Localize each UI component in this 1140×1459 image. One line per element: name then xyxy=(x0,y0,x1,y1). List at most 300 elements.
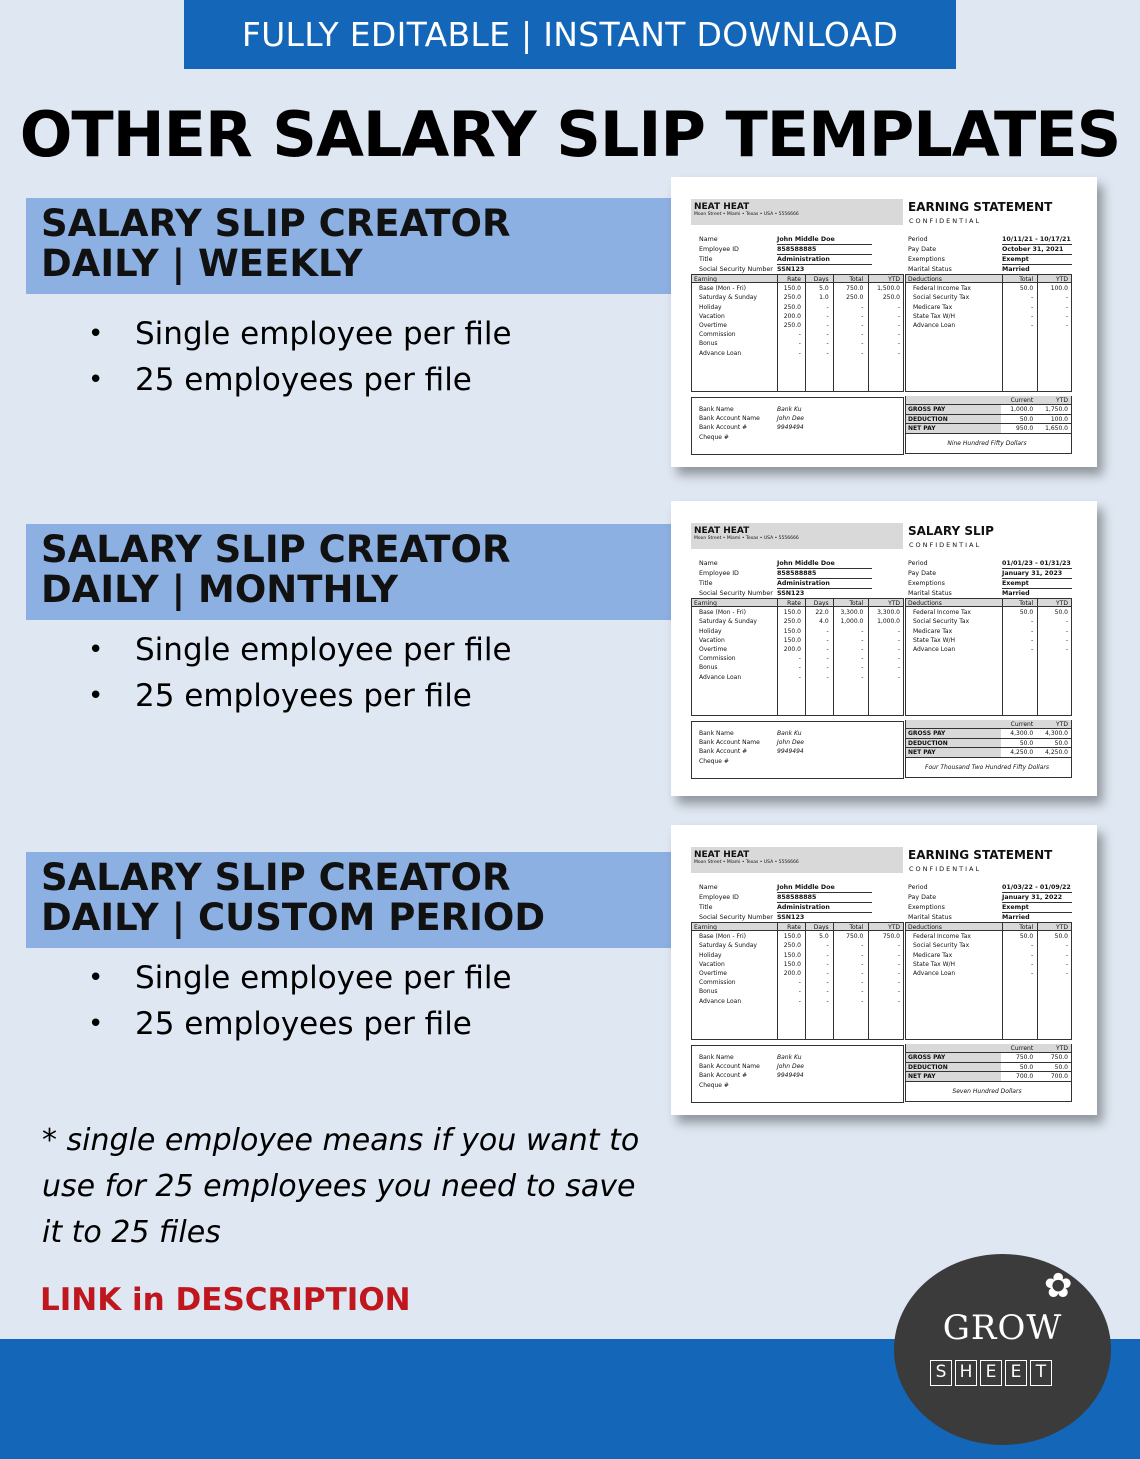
earning-row xyxy=(692,293,903,302)
company-name: NEAT HEAT xyxy=(694,202,750,212)
earning-row xyxy=(692,951,903,960)
deduction-row xyxy=(906,617,1071,626)
statement-title: EARNING STATEMENT xyxy=(908,200,1053,214)
deduction-value: - xyxy=(1031,636,1034,644)
earning-value: 150.0 xyxy=(783,636,801,644)
totals-spacer xyxy=(906,1044,1001,1052)
col-head: Deductions xyxy=(908,924,942,931)
col-head: Deductions xyxy=(908,276,942,283)
earning-label: Saturday & Sunday xyxy=(699,294,757,302)
totals-key: GROSS PAY xyxy=(906,729,1001,737)
info-row xyxy=(908,579,1072,589)
earning-value: 200.0 xyxy=(783,969,801,977)
info-value: Married xyxy=(1002,589,1072,599)
earning-value: - xyxy=(861,960,864,968)
info-row xyxy=(908,245,1072,255)
col-head: Total xyxy=(1019,276,1034,283)
deduction-value: - xyxy=(1065,969,1068,977)
earning-value: - xyxy=(861,340,864,348)
earning-value: - xyxy=(826,942,829,950)
info-value: October 31, 2021 xyxy=(1002,245,1072,255)
totals-head: YTD xyxy=(1056,721,1068,728)
info-key: Employee ID xyxy=(699,894,739,901)
earning-label: Vacation xyxy=(699,636,725,644)
earning-row xyxy=(692,978,903,987)
section-title-line1: SALARY SLIP CREATOR xyxy=(41,856,511,899)
deduction-value: 100.0 xyxy=(1050,285,1068,293)
earning-value: - xyxy=(826,627,829,635)
bank-info xyxy=(691,397,904,455)
link-in-description[interactable]: LINK in DESCRIPTION xyxy=(40,1282,411,1318)
bank-value: 9949494 xyxy=(777,748,804,756)
deduction-label: Advance Loan xyxy=(913,645,956,653)
bank-row xyxy=(699,423,903,432)
earning-label: Base (Mon - Fri) xyxy=(699,933,746,941)
salary-slip-preview-weekly xyxy=(671,177,1097,467)
earnings-table xyxy=(691,598,904,716)
info-key: Social Security Number xyxy=(699,266,773,273)
totals-value: 4,300.0 xyxy=(1010,730,1034,738)
totals-key: NET PAY xyxy=(906,748,1001,756)
totals-key: NET PAY xyxy=(906,424,1001,432)
earning-value: 250.0 xyxy=(846,294,864,302)
pay-totals xyxy=(905,1044,1072,1102)
bullet-icon: • xyxy=(88,681,104,711)
totals-value: 750.0 xyxy=(1016,1054,1034,1062)
earning-value: - xyxy=(897,988,900,996)
deduction-label: Advance Loan xyxy=(913,321,956,329)
earning-value: 1,000.0 xyxy=(840,618,864,626)
col-head: Days xyxy=(813,276,829,283)
earning-label: Saturday & Sunday xyxy=(699,942,757,950)
bank-key: Bank Account Name xyxy=(699,1063,760,1071)
totals-head: Current xyxy=(1010,397,1034,404)
deductions-table xyxy=(905,922,1072,1040)
earning-value: - xyxy=(826,636,829,644)
amount-in-words xyxy=(905,758,1072,778)
info-row xyxy=(908,235,1072,245)
logo-letter: H xyxy=(955,1360,977,1386)
amount-words-text: Nine Hundred Fifty Dollars xyxy=(947,439,1027,447)
earning-label: Advance Loan xyxy=(699,997,742,1005)
bullet-icon: • xyxy=(88,1009,104,1039)
section-title-line2: DAILY | WEEKLY xyxy=(41,242,363,285)
employee-info xyxy=(699,235,872,275)
bank-row xyxy=(699,757,903,766)
earning-value: - xyxy=(861,673,864,681)
deduction-value: - xyxy=(1031,942,1034,950)
earning-row xyxy=(692,987,903,996)
earning-row xyxy=(692,645,903,654)
earning-value: - xyxy=(826,997,829,1005)
totals-value: 700.0 xyxy=(1050,1073,1068,1081)
deduction-value: - xyxy=(1065,312,1068,320)
info-value: Administration xyxy=(777,903,872,913)
earning-value: 250.0 xyxy=(783,321,801,329)
bullet-item: • 25 employees per file xyxy=(88,678,472,714)
col-head: Earning xyxy=(694,600,717,607)
bullet-item: • 25 employees per file xyxy=(88,362,472,398)
company-address: Moon Street • Miami • Texas • USA • 5556666 xyxy=(694,536,799,541)
deduction-value: - xyxy=(1031,960,1034,968)
earning-value: - xyxy=(798,979,801,987)
deduction-label: Advance Loan xyxy=(913,969,956,977)
earning-value: - xyxy=(826,960,829,968)
bank-info xyxy=(691,721,904,779)
info-key: Period xyxy=(908,236,928,243)
logo-letter: E xyxy=(980,1360,1002,1386)
deduction-rows xyxy=(906,923,1071,978)
company-address: Moon Street • Miami • Texas • USA • 5556666 xyxy=(694,212,799,217)
col-head: Days xyxy=(813,600,829,607)
info-key: Pay Date xyxy=(908,246,937,253)
earning-value: - xyxy=(861,303,864,311)
deduction-row xyxy=(906,645,1071,654)
bank-key: Bank Account Name xyxy=(699,415,760,423)
earning-value: 150.0 xyxy=(783,933,801,941)
earning-value: - xyxy=(861,997,864,1005)
earning-value: - xyxy=(897,312,900,320)
earning-label: Advance Loan xyxy=(699,349,742,357)
bank-row xyxy=(699,1062,903,1071)
bank-value: John Dee xyxy=(777,739,804,747)
amount-in-words xyxy=(905,1082,1072,1102)
section-title-line1: SALARY SLIP CREATOR xyxy=(41,528,511,571)
confidential-label: CONFIDENTIAL xyxy=(909,541,982,549)
earning-value: - xyxy=(897,636,900,644)
info-key: Title xyxy=(699,580,713,587)
totals-value: 950.0 xyxy=(1016,425,1034,433)
earning-value: 5.0 xyxy=(819,285,829,293)
info-key: Social Security Number xyxy=(699,914,773,921)
deduction-label: Social Security Tax xyxy=(913,942,970,950)
bank-value: John Dee xyxy=(777,1063,804,1071)
totals-head-row xyxy=(905,1044,1072,1053)
earning-row xyxy=(692,627,903,636)
earning-value: - xyxy=(798,997,801,1005)
earning-value: 150.0 xyxy=(783,960,801,968)
earning-value: - xyxy=(897,664,900,672)
totals-head: YTD xyxy=(1056,1045,1068,1052)
bank-row xyxy=(699,433,903,442)
deduction-row xyxy=(906,969,1071,978)
deduction-value: 50.0 xyxy=(1019,285,1034,293)
deduction-value: - xyxy=(1031,627,1034,635)
info-key: Employee ID xyxy=(699,570,739,577)
earning-row xyxy=(692,303,903,312)
totals-value: 50.0 xyxy=(1019,739,1034,747)
deduction-label: Social Security Tax xyxy=(913,618,970,626)
deduction-row xyxy=(906,627,1071,636)
deduction-label: Federal Income Tax xyxy=(913,609,971,617)
earning-value: 1.0 xyxy=(819,294,829,302)
earning-value: 250.0 xyxy=(783,294,801,302)
company-name: NEAT HEAT xyxy=(694,526,750,536)
totals-key: DEDUCTION xyxy=(906,739,1001,747)
earning-row xyxy=(692,673,903,682)
earning-value: - xyxy=(897,997,900,1005)
totals-head-row xyxy=(905,396,1072,405)
deduction-label: Social Security Tax xyxy=(913,294,970,302)
earning-value: - xyxy=(897,942,900,950)
info-value: Administration xyxy=(777,255,872,265)
bullet-item: • Single employee per file xyxy=(88,632,512,668)
logo-word-sheet xyxy=(930,1360,1052,1386)
bullet-item: • Single employee per file xyxy=(88,960,512,996)
earning-value: - xyxy=(861,627,864,635)
earning-value: - xyxy=(897,645,900,653)
deduction-value: - xyxy=(1065,951,1068,959)
bank-row xyxy=(699,729,903,738)
info-key: Exemptions xyxy=(908,580,945,587)
totals-key: NET PAY xyxy=(906,1072,1001,1080)
info-value: SSN123 xyxy=(777,265,872,275)
bank-row xyxy=(699,747,903,756)
earning-value: - xyxy=(897,321,900,329)
earning-value: 750.0 xyxy=(882,933,900,941)
earnings-head-row xyxy=(692,275,903,284)
earning-row xyxy=(692,663,903,672)
deduction-value: - xyxy=(1031,618,1034,626)
deduction-value: - xyxy=(1065,627,1068,635)
earning-value: - xyxy=(897,349,900,357)
totals-spacer xyxy=(906,396,1001,404)
bank-row xyxy=(699,1053,903,1062)
info-key: Exemptions xyxy=(908,904,945,911)
deduction-value: - xyxy=(1031,312,1034,320)
col-head: Earning xyxy=(694,276,717,283)
pay-totals xyxy=(905,720,1072,778)
info-key: Pay Date xyxy=(908,894,937,901)
earning-row xyxy=(692,969,903,978)
section-header-weekly xyxy=(26,198,671,294)
earning-label: Advance Loan xyxy=(699,673,742,681)
deduction-label: State Tax W/H xyxy=(913,636,956,644)
bank-key: Bank Name xyxy=(699,406,734,413)
info-key: Title xyxy=(699,904,713,911)
earning-value: - xyxy=(798,988,801,996)
page-title: OTHER SALARY SLIP TEMPLATES xyxy=(19,98,1121,171)
deduction-value: 50.0 xyxy=(1019,933,1034,941)
bank-row xyxy=(699,1071,903,1080)
earning-value: - xyxy=(861,969,864,977)
earning-label: Vacation xyxy=(699,960,725,968)
earning-value: - xyxy=(861,655,864,663)
earning-value: - xyxy=(826,655,829,663)
earning-row xyxy=(692,617,903,626)
earning-label: Commission xyxy=(699,331,736,339)
earning-value: 1,500.0 xyxy=(877,285,900,293)
deduction-rows xyxy=(906,599,1071,654)
bank-row xyxy=(699,1081,903,1090)
earning-label: Base (Mon - Fri) xyxy=(699,285,746,293)
earning-value: - xyxy=(826,340,829,348)
earning-label: Overtime xyxy=(699,969,727,977)
earning-value: - xyxy=(826,979,829,987)
col-head: Total xyxy=(1019,924,1034,931)
period-info xyxy=(908,559,1072,599)
earning-value: 3,300.0 xyxy=(840,609,864,617)
earning-value: - xyxy=(798,340,801,348)
logo-word-grow: GROW xyxy=(942,1308,1063,1348)
deduction-label: Federal Income Tax xyxy=(913,933,971,941)
company-header xyxy=(691,523,903,549)
earning-row xyxy=(692,321,903,330)
info-value: SSN123 xyxy=(777,589,872,599)
bank-row xyxy=(699,738,903,747)
employee-info xyxy=(699,883,872,923)
deduction-value: - xyxy=(1065,294,1068,302)
earning-row xyxy=(692,330,903,339)
col-head: YTD xyxy=(1056,924,1068,931)
earning-value: - xyxy=(826,321,829,329)
earning-value: 200.0 xyxy=(783,645,801,653)
bank-row xyxy=(699,414,903,423)
earning-value: - xyxy=(897,340,900,348)
salary-slip-preview-custom xyxy=(671,825,1097,1115)
bank-key: Bank Name xyxy=(699,1054,734,1061)
bank-key: Bank Account # xyxy=(699,424,748,432)
earning-value: - xyxy=(798,655,801,663)
info-row xyxy=(699,883,872,893)
bullet-list-weekly xyxy=(88,311,512,403)
col-head: YTD xyxy=(888,276,901,283)
info-key: Employee ID xyxy=(699,246,739,253)
info-value: Exempt xyxy=(1002,903,1072,913)
info-value: January 31, 2022 xyxy=(1002,893,1072,903)
deduction-value: - xyxy=(1065,942,1068,950)
earning-label: Overtime xyxy=(699,645,727,653)
col-head: Total xyxy=(849,924,864,931)
totals-key: DEDUCTION xyxy=(906,415,1001,423)
earning-row xyxy=(692,997,903,1006)
info-key: Name xyxy=(699,884,718,891)
info-value: John Middle Doe xyxy=(777,883,872,893)
earning-label: Saturday & Sunday xyxy=(699,618,757,626)
bank-row xyxy=(699,405,903,414)
earning-value: - xyxy=(826,673,829,681)
deductions-table xyxy=(905,274,1072,392)
info-value: Exempt xyxy=(1002,255,1072,265)
info-key: Name xyxy=(699,236,718,243)
bank-value: Bank Ku xyxy=(777,1054,802,1061)
earning-value: 250.0 xyxy=(783,303,801,311)
totals-value: 4,300.0 xyxy=(1045,730,1068,738)
company-name: NEAT HEAT xyxy=(694,850,750,860)
totals-head: Current xyxy=(1010,1045,1034,1052)
bank-key: Cheque # xyxy=(699,757,729,765)
earning-row xyxy=(692,312,903,321)
salary-slip-preview-monthly xyxy=(671,501,1097,796)
totals-value: 700.0 xyxy=(1016,1073,1034,1081)
deduction-label: Federal Income Tax xyxy=(913,285,971,293)
info-value: Administration xyxy=(777,579,872,589)
deduction-value: - xyxy=(1065,321,1068,329)
amount-in-words xyxy=(905,434,1072,454)
totals-value: 1,650.0 xyxy=(1045,425,1068,433)
earning-value: 250.0 xyxy=(783,942,801,950)
earning-value: - xyxy=(826,951,829,959)
earning-label: Holiday xyxy=(699,627,722,635)
totals-value: 50.0 xyxy=(1019,1063,1034,1071)
earning-value: - xyxy=(826,349,829,357)
bank-key: Bank Name xyxy=(699,730,734,737)
confidential-label: CONFIDENTIAL xyxy=(909,217,982,225)
info-key: Pay Date xyxy=(908,570,937,577)
earning-value: 200.0 xyxy=(783,312,801,320)
totals-row xyxy=(905,748,1072,757)
totals-value: 1,000.0 xyxy=(1010,406,1034,414)
earnings-table xyxy=(691,922,904,1040)
totals-value: 50.0 xyxy=(1054,1063,1068,1071)
info-row xyxy=(908,569,1072,579)
bank-key: Bank Account # xyxy=(699,1072,748,1080)
earning-label: Bonus xyxy=(699,664,718,672)
deduction-value: - xyxy=(1065,636,1068,644)
footnote: * single employee means if you want to use for 25 employees you need to save it to 25 files xyxy=(42,1123,640,1250)
statement-title: EARNING STATEMENT xyxy=(908,848,1053,862)
earning-value: - xyxy=(897,331,900,339)
earning-label: Holiday xyxy=(699,951,722,959)
deduction-label: Medicare Tax xyxy=(913,951,953,959)
info-key: Marital Status xyxy=(908,914,952,921)
earning-value: - xyxy=(861,349,864,357)
deduction-row xyxy=(906,636,1071,645)
totals-head: YTD xyxy=(1056,397,1068,404)
col-head: Rate xyxy=(787,600,801,607)
deduction-value: - xyxy=(1031,321,1034,329)
earning-value: 150.0 xyxy=(783,951,801,959)
col-head: YTD xyxy=(888,924,901,931)
earning-value: - xyxy=(861,664,864,672)
earning-label: Commission xyxy=(699,655,736,663)
deduction-value: - xyxy=(1031,951,1034,959)
statement-title: SALARY SLIP xyxy=(908,524,994,538)
earnings-rows xyxy=(692,275,903,358)
col-head: Total xyxy=(1019,600,1034,607)
info-key: Marital Status xyxy=(908,266,952,273)
deductions-head-row xyxy=(906,923,1071,932)
deduction-label: Medicare Tax xyxy=(913,627,953,635)
earning-value: - xyxy=(826,331,829,339)
section-header-custom xyxy=(26,852,671,948)
earning-row xyxy=(692,932,903,941)
earning-label: Bonus xyxy=(699,988,718,996)
earning-value: 4.0 xyxy=(819,618,829,626)
earning-value: - xyxy=(897,655,900,663)
info-row xyxy=(908,893,1072,903)
info-row xyxy=(699,255,872,265)
bank-key: Cheque # xyxy=(699,433,729,441)
earning-value: 750.0 xyxy=(846,285,864,293)
deduction-row xyxy=(906,951,1071,960)
earning-value: 3,300.0 xyxy=(877,609,900,617)
totals-row xyxy=(905,424,1072,433)
bullet-item: • Single employee per file xyxy=(88,316,512,352)
col-head: Deductions xyxy=(908,600,942,607)
company-header xyxy=(691,847,903,873)
earning-value: - xyxy=(798,664,801,672)
info-value: 858588885 xyxy=(777,893,872,903)
info-key: Marital Status xyxy=(908,590,952,597)
col-head: Total xyxy=(849,276,864,283)
col-head: YTD xyxy=(1056,276,1068,283)
deduction-row xyxy=(906,932,1071,941)
earning-row xyxy=(692,960,903,969)
col-head: Days xyxy=(813,924,829,931)
deductions-head-row xyxy=(906,599,1071,608)
totals-row xyxy=(905,729,1072,738)
